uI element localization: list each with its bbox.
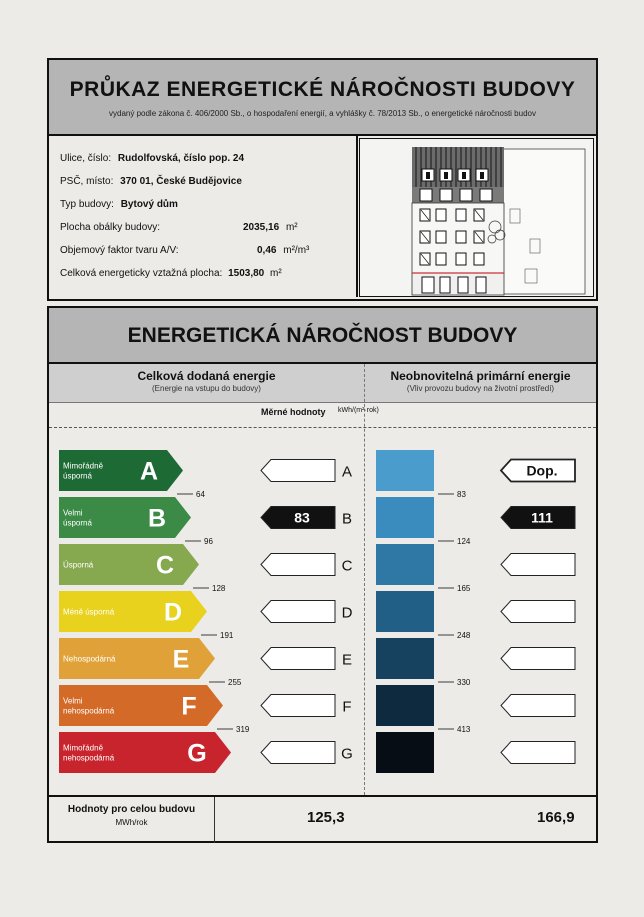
area-value: 1503,80: [228, 268, 265, 279]
building-info-panel: [49, 136, 358, 297]
street-label: Ulice, číslo:: [60, 153, 112, 164]
left-column-header: [49, 369, 364, 393]
left-threshold-value: 319: [236, 725, 250, 734]
class-letter-f: F: [181, 692, 197, 721]
class-label-c: Úsporná: [63, 560, 94, 570]
zip-label: PSČ, místo:: [60, 176, 114, 187]
right-indicator-c: [501, 554, 575, 576]
class-label-a: úsporná: [63, 471, 92, 481]
right-threshold: [438, 631, 471, 640]
left-indicator-d: [261, 601, 353, 623]
energy-performance-box: [47, 306, 598, 843]
right-threshold-value: 413: [457, 725, 471, 734]
energy-scale: [49, 428, 596, 798]
document-title: PRŮKAZ ENERGETICKÉ NÁROČNOSTI BUDOVY: [69, 78, 576, 101]
left-indicator-a: [261, 460, 352, 482]
right-indicator-value: Dop.: [526, 462, 558, 479]
right-threshold: [438, 584, 471, 593]
class-letter-a: A: [139, 457, 159, 486]
right-column-header: [365, 369, 596, 393]
energy-header: [49, 308, 596, 364]
primary-energy-bar-d: [376, 591, 434, 632]
right-threshold-value: 165: [457, 584, 471, 593]
left-threshold-value: 128: [212, 584, 226, 593]
left-indicator-b: [261, 507, 352, 529]
unit-label: Měrné hodnoty: [261, 407, 326, 417]
right-indicator-e: [501, 648, 575, 670]
right-indicator-g: [501, 742, 575, 764]
right-indicator-value: 111: [531, 509, 553, 526]
envelope-value-group: [243, 222, 298, 233]
right-threshold: [438, 490, 466, 499]
class-arrow-e: [59, 638, 215, 679]
footer-label-cell: [49, 797, 215, 843]
envelope-unit: m²: [285, 222, 298, 233]
left-threshold-value: 255: [228, 678, 242, 687]
left-threshold: [209, 678, 242, 687]
class-arrow-g: [59, 732, 231, 773]
class-letter-d: D: [163, 598, 183, 627]
right-threshold: [438, 678, 471, 687]
left-indicator-e: [261, 648, 352, 670]
left-indicator-letter: F: [342, 698, 352, 716]
type-row: [60, 199, 178, 210]
left-indicator-g: [261, 742, 353, 764]
footer-right-value: 166,9: [537, 809, 575, 826]
right-threshold-value: 330: [457, 678, 471, 687]
left-threshold: [201, 631, 234, 640]
right-indicator-f: [501, 695, 575, 717]
primary-energy-bar-c: [376, 544, 434, 585]
type-value: Bytový dům: [120, 199, 178, 210]
right-indicator-b: [501, 507, 575, 529]
area-unit: m²: [270, 268, 282, 279]
right-indicator-a: [501, 460, 575, 482]
class-letter-g: G: [187, 739, 207, 768]
shape-label: Objemový faktor tvaru A/V:: [60, 245, 179, 256]
class-arrow-b: [59, 497, 191, 538]
left-threshold: [193, 584, 226, 593]
shape-row: [60, 245, 179, 256]
energy-title: ENERGETICKÁ NÁROČNOST BUDOVY: [127, 324, 518, 347]
left-threshold: [217, 725, 250, 734]
left-threshold-value: 64: [196, 490, 205, 499]
building-elevation-illustration: [360, 139, 593, 296]
class-arrow-d: [59, 591, 207, 632]
class-arrow-a: [59, 450, 183, 491]
column-headers: [49, 364, 596, 403]
right-indicator-d: [501, 601, 575, 623]
left-indicator-letter: G: [341, 745, 353, 763]
primary-energy-bar-g: [376, 732, 434, 773]
certificate-header: [49, 60, 596, 136]
type-label: Typ budovy:: [60, 199, 114, 210]
class-label-f: nehospodárná: [63, 706, 115, 716]
right-header-subtitle: (Vliv provozu budovy na životní prostředí): [406, 384, 555, 393]
left-indicator-letter: A: [341, 463, 353, 481]
document-subtitle: vydaný podle zákona č. 406/2000 Sb., o hospodaření energií, a vyhlášky č. 78/2013 Sb., o energetické náročnosti budov: [109, 109, 536, 118]
envelope-row: [60, 222, 160, 233]
class-label-a: Mimořádně: [63, 461, 104, 471]
unit-row: [49, 403, 596, 428]
primary-energy-bar-e: [376, 638, 434, 679]
area-row: [60, 268, 282, 279]
class-label-b: úsporná: [63, 518, 92, 528]
footer-unit: MWh/rok: [115, 818, 148, 827]
shape-value-group: [257, 245, 309, 256]
class-label-e: Nehospodárná: [63, 654, 116, 664]
building-drawing: [359, 138, 594, 297]
left-threshold-value: 96: [204, 537, 213, 546]
class-label-g: nehospodárná: [63, 753, 115, 763]
footer-left-value: 125,3: [307, 809, 345, 826]
shape-unit: m²/m³: [283, 245, 310, 256]
envelope-value: 2035,16: [243, 222, 280, 233]
left-threshold: [185, 537, 213, 546]
right-threshold-value: 83: [457, 490, 466, 499]
zip-row: [60, 176, 242, 187]
right-threshold: [438, 537, 471, 546]
left-threshold: [177, 490, 205, 499]
class-label-d: Méně úsporná: [63, 607, 115, 617]
left-indicator-letter: C: [341, 557, 353, 575]
class-arrow-f: [59, 685, 223, 726]
class-arrow-c: [59, 544, 199, 585]
unit-value: kWh/(m²·rok): [338, 407, 379, 414]
class-label-b: Velmi: [63, 508, 83, 518]
class-letter-b: B: [147, 504, 167, 533]
left-threshold-value: 191: [220, 631, 234, 640]
street-value: Rudolfovská, číslo pop. 24: [117, 153, 245, 164]
right-threshold: [438, 725, 471, 734]
right-threshold-value: 124: [457, 537, 471, 546]
left-indicator-letter: B: [341, 510, 353, 528]
left-indicator-value: 83: [294, 509, 310, 526]
right-threshold-value: 248: [457, 631, 471, 640]
zip-value: 370 01, České Budějovice: [120, 176, 242, 187]
area-label: Celková energeticky vztažná plocha:: [60, 268, 223, 279]
primary-energy-bar-a: [376, 450, 434, 491]
shape-value: 0,46: [257, 245, 277, 256]
right-header-title: Neobnovitelná primární energie: [390, 369, 571, 383]
left-header-subtitle: (Energie na vstupu do budovy): [152, 384, 261, 393]
left-indicator-letter: D: [341, 604, 353, 622]
footer-label: Hodnoty pro celou budovu: [67, 804, 196, 815]
left-header-title: Celková dodaná energie: [137, 369, 276, 383]
class-letter-c: C: [155, 551, 175, 580]
left-indicator-f: [261, 695, 352, 717]
street-row: [60, 153, 244, 164]
class-label-g: Mimořádně: [63, 743, 104, 753]
primary-energy-bar-b: [376, 497, 434, 538]
primary-energy-bar-f: [376, 685, 434, 726]
whole-building-values: [49, 795, 596, 843]
left-indicator-c: [261, 554, 353, 576]
certificate-header-box: [47, 58, 598, 301]
envelope-label: Plocha obálky budovy:: [60, 222, 161, 233]
left-indicator-letter: E: [341, 651, 353, 669]
class-label-f: Velmi: [63, 696, 83, 706]
class-letter-e: E: [172, 645, 190, 674]
